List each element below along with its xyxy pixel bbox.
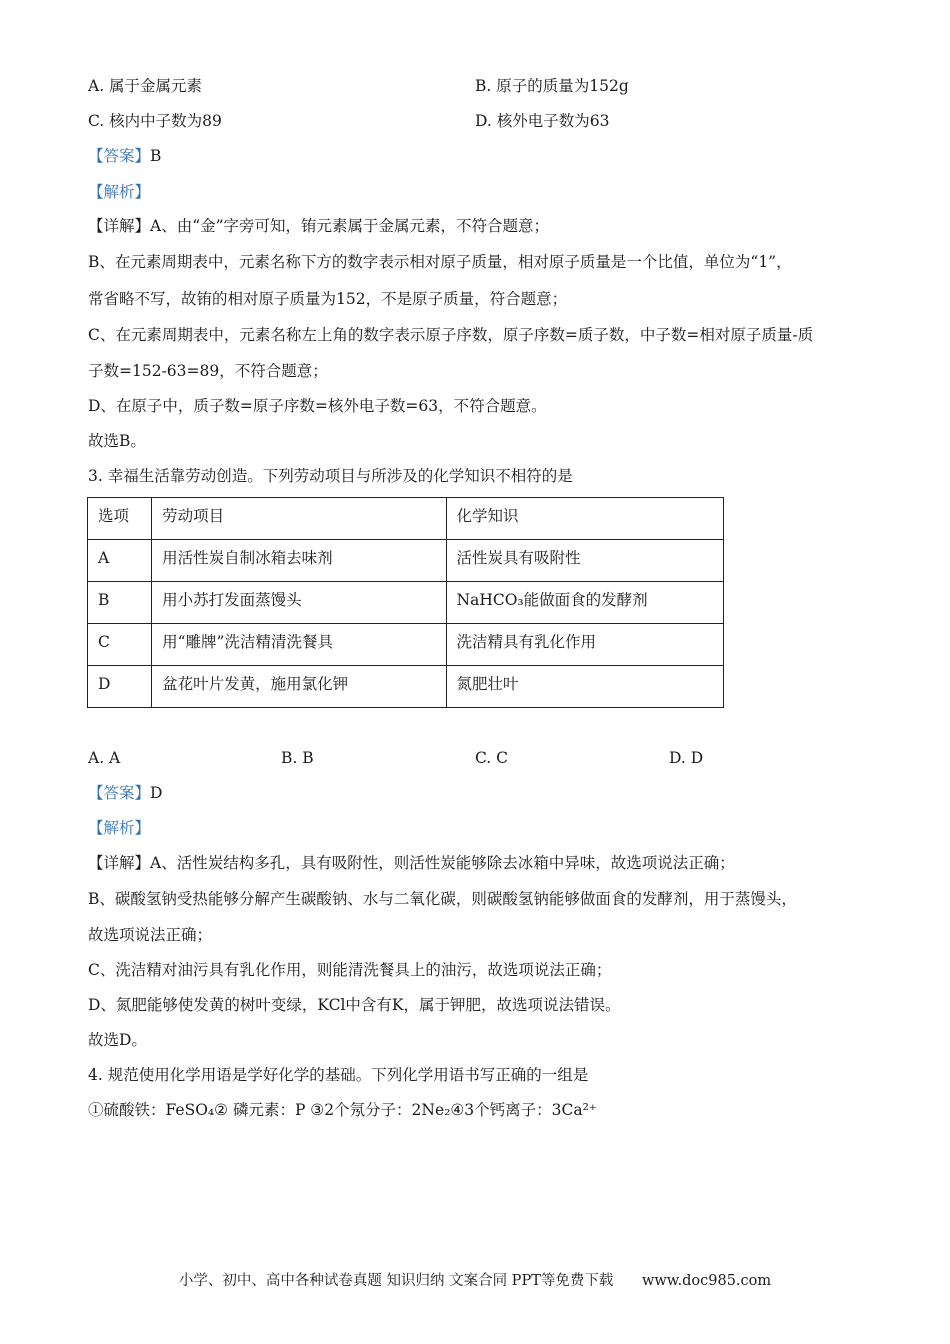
cell-option: D <box>88 666 152 708</box>
table-row <box>88 624 724 666</box>
q4-stem: 4. 规范使用化学用语是学好化学的基础。下列化学用语书写正确的一组是 <box>88 1066 589 1084</box>
answer-tag: 【答案】 <box>88 784 151 802</box>
q2-detail-line-1 <box>88 216 549 236</box>
q3-option-b: B. B <box>281 749 314 767</box>
q3-detail-line-6: 故选D。 <box>88 1031 147 1049</box>
q3-detail-line-1 <box>88 853 735 873</box>
detail-tag: 【详解】 <box>88 217 151 235</box>
q3-stem: 3. 幸福生活靠劳动创造。下列劳动项目与所涉及的化学知识不相符的是 <box>88 467 573 485</box>
cell-labor-item: 盆花叶片发黄，施用氯化钾 <box>152 666 446 708</box>
cell-option: A <box>88 540 152 582</box>
cell-chem-knowledge: 氮肥壮叶 <box>446 666 723 708</box>
detail-tag: 【详解】 <box>88 854 151 872</box>
q3-option-a: A. A <box>88 749 121 767</box>
cell-labor-item: 用活性炭自制冰箱去味剂 <box>152 540 446 582</box>
q3-detail-line-4: C、洗洁精对油污具有乳化作用，则能清洗餐具上的油污，故选项说法正确； <box>88 961 612 979</box>
cell-chem-knowledge: NaHCO₃能做面食的发酵剂 <box>446 582 723 624</box>
header-labor-item: 劳动项目 <box>152 498 446 540</box>
q4-items: ①硫酸铁：FeSO₄② 磷元素：P ③2个氖分子：2Ne₂④3个钙离子：3Ca²⁺ <box>88 1101 597 1119</box>
answer-value: B <box>150 147 162 165</box>
cell-option: B <box>88 582 152 624</box>
q2-analysis-tag: 【解析】 <box>88 183 151 201</box>
q3-option-c: C. C <box>475 749 509 767</box>
footer-url[interactable]: www.doc985.com <box>641 1273 772 1289</box>
answer-value: D <box>150 784 163 802</box>
cell-labor-item: 用小苏打发面蒸馒头 <box>152 582 446 624</box>
table-row <box>88 666 724 708</box>
q3-table <box>87 497 724 708</box>
detail-text: A、活性炭结构多孔，具有吸附性，则活性炭能够除去冰箱中异味，故选项说法正确； <box>150 854 735 872</box>
q2-option-c: C. 核内中子数为89 <box>88 112 222 130</box>
q2-detail-line-4: C、在元素周期表中，元素名称左上角的数字表示原子序数，原子序数=质子数，中子数=相对原子质量-质 <box>88 326 814 344</box>
table-header-row <box>88 498 724 540</box>
q3-detail-line-5: D、氮肥能够使发黄的树叶变绿，KCl中含有K，属于钾肥，故选项说法错误。 <box>88 996 621 1014</box>
q3-analysis-tag: 【解析】 <box>88 819 151 837</box>
q3-detail-line-3: 故选项说法正确； <box>88 926 213 944</box>
q2-answer <box>88 146 161 166</box>
q2-detail-line-3: 常省略不写，故铕的相对原子质量为152，不是原子质量，符合题意； <box>88 290 568 308</box>
q2-detail-line-7: 故选B。 <box>88 432 146 450</box>
table-row <box>88 540 724 582</box>
header-chem-knowledge: 化学知识 <box>446 498 723 540</box>
q2-option-a: A. 属于金属元素 <box>88 77 203 95</box>
q3-detail-line-2: B、碳酸氢钠受热能够分解产生碳酸钠、水与二氧化碳，则碳酸氢钠能够做面食的发酵剂，用于蒸馒头， <box>88 890 797 908</box>
cell-labor-item: 用“雕牌”洗洁精清洗餐具 <box>152 624 446 666</box>
q3-answer <box>88 783 162 803</box>
page-footer <box>0 1269 950 1290</box>
q3-option-d: D. D <box>669 749 704 767</box>
cell-chem-knowledge: 洗洁精具有乳化作用 <box>446 624 723 666</box>
answer-tag: 【答案】 <box>88 147 151 165</box>
table-row <box>88 582 724 624</box>
q2-option-d: D. 核外电子数为63 <box>475 112 610 130</box>
q2-option-b: B. 原子的质量为152g <box>475 77 629 95</box>
cell-chem-knowledge: 活性炭具有吸附性 <box>446 540 723 582</box>
detail-text: A、由“金”字旁可知，铕元素属于金属元素，不符合题意； <box>150 217 550 235</box>
q2-detail-line-2: B、在元素周期表中，元素名称下方的数字表示相对原子质量，相对原子质量是一个比值，单位为“1”， <box>88 253 792 271</box>
q2-detail-line-6: D、在原子中，质子数=原子序数=核外电子数=63，不符合题意。 <box>88 397 547 415</box>
footer-text: 小学、初中、高中各种试卷真题 知识归纳 文案合同 PPT等免费下载 <box>178 1273 614 1289</box>
cell-option: C <box>88 624 152 666</box>
header-option: 选项 <box>88 498 152 540</box>
q2-detail-line-5: 子数=152-63=89，不符合题意； <box>88 362 328 380</box>
